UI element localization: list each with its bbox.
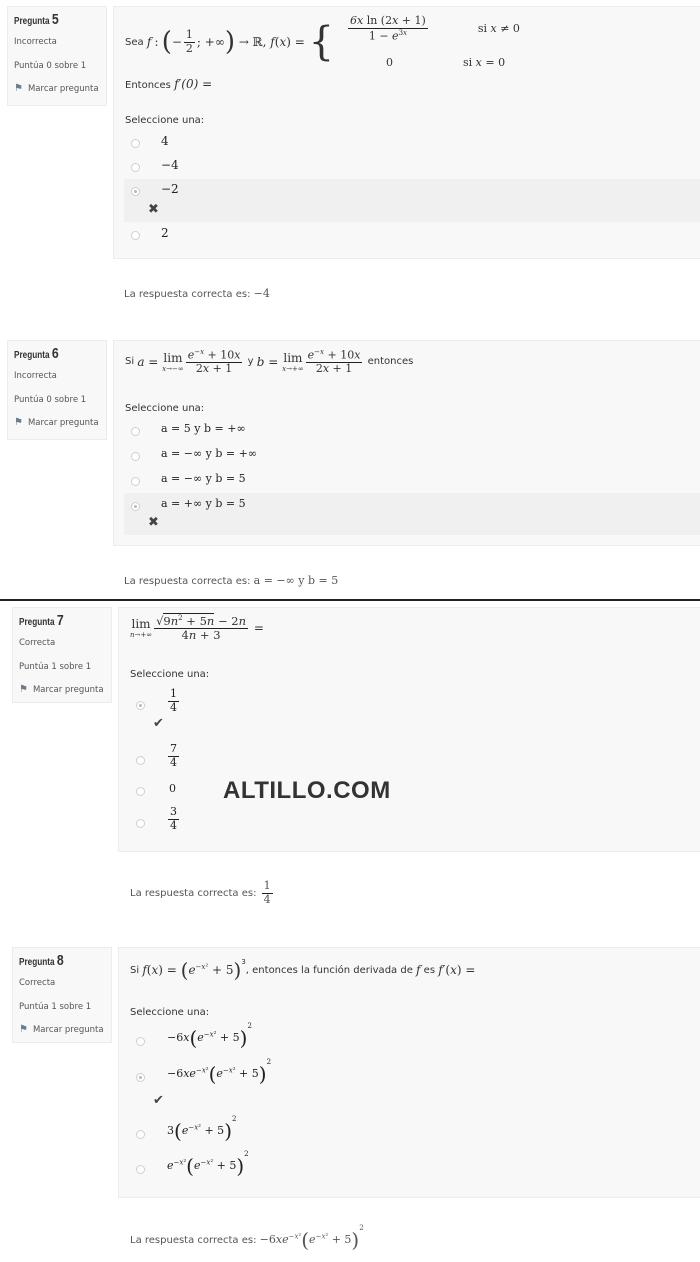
flag-question-button[interactable]: ⚑ Marcar pregunta xyxy=(14,83,99,94)
flag-question-button[interactable]: ⚑ Marcar pregunta xyxy=(19,1024,104,1035)
flag-question-button[interactable]: ⚑ Marcar pregunta xyxy=(19,684,104,695)
question-info-5 xyxy=(7,6,107,106)
answer-option[interactable]: $3(e^{-x^2} + 5)^2$ xyxy=(167,1115,237,1143)
question-status: Correcta xyxy=(19,638,56,648)
piecewise-case-2: 0 xyxy=(386,56,393,69)
question-info-6 xyxy=(7,340,107,440)
watermark-logo: ALTILLO.COM xyxy=(223,777,391,804)
answer-radio[interactable] xyxy=(131,139,140,148)
piecewise-case-2-cond: si x = 0 xyxy=(463,56,506,69)
select-one-label: Seleccione una: xyxy=(130,1007,210,1018)
answer-radio[interactable] xyxy=(131,477,140,486)
correct-icon: ✔ xyxy=(153,716,164,731)
answer-option[interactable]: a = +∞ y b = 5 xyxy=(161,497,246,510)
correct-icon: ✔ xyxy=(153,1093,164,1108)
question-text: lim n→+∞ $\frac{√9n^2 + 5n - 2n}{4n + 3}$ = xyxy=(130,613,264,643)
select-one-label: Seleccione una: xyxy=(125,403,205,414)
question-text: Si f(x) = ( $e^{-x^2} + 5$ ) $^3$ , entonces la función derivada de f es f′(x) = xyxy=(130,958,476,982)
answer-radio[interactable] xyxy=(136,819,145,828)
question-text: Sea f : ( − $\frac{1}{2}$ ; +∞ ) → ℝ, f ( x ) = { xyxy=(125,19,335,65)
question-text: Si a = lim x→−∞ $\frac{e^{-x} + 10x}{2x + 1}$ y b = lim x→+∞ $\frac{e^{-x} + 10x}{2x + 1}$ entonces xyxy=(125,348,414,376)
answer-radio-selected[interactable] xyxy=(131,187,140,196)
answer-option[interactable]: −2 xyxy=(161,182,179,196)
page-divider xyxy=(0,599,700,601)
flag-icon: ⚑ xyxy=(14,417,23,428)
question-content-5 xyxy=(113,6,700,259)
correct-answer-feedback: La respuesta correcta es: −4 xyxy=(124,287,270,300)
answer-option[interactable]: $e^{-x^2}(e^{-x^2} + 5)^2$ xyxy=(167,1150,249,1178)
answer-radio-selected[interactable] xyxy=(131,502,140,511)
question-content-7 xyxy=(118,607,700,852)
question-number: Pregunta 6 xyxy=(14,345,59,362)
question-status: Incorrecta xyxy=(14,371,57,381)
question-grade: Puntúa 1 sobre 1 xyxy=(19,1002,92,1012)
answer-radio-selected[interactable] xyxy=(136,701,145,710)
answer-radio[interactable] xyxy=(131,163,140,172)
question-info-8 xyxy=(12,947,112,1043)
select-one-label: Seleccione una: xyxy=(125,115,205,126)
answer-option[interactable]: a = 5 y b = +∞ xyxy=(161,422,246,435)
question-info-7 xyxy=(12,607,112,703)
answer-option[interactable]: $\frac{7}{4}$ xyxy=(170,742,177,769)
answer-radio-selected[interactable] xyxy=(136,1073,145,1082)
answer-option[interactable]: $\frac{1}{4}$ xyxy=(170,687,177,714)
incorrect-icon: ✖ xyxy=(148,202,159,217)
select-one-label: Seleccione una: xyxy=(130,669,210,680)
answer-option[interactable]: a = −∞ y b = 5 xyxy=(161,472,246,485)
question-number: Pregunta 8 xyxy=(19,952,64,969)
answer-option[interactable]: −4 xyxy=(161,158,179,172)
answer-option[interactable]: $-6x(e^{-x^2} + 5)^2$ xyxy=(167,1022,252,1050)
question-content-6 xyxy=(113,340,700,546)
question-grade: Puntúa 1 sobre 1 xyxy=(19,662,92,672)
answer-radio[interactable] xyxy=(136,787,145,796)
question-prompt: Entonces f′(0) = xyxy=(125,77,213,91)
answer-radio[interactable] xyxy=(136,1165,145,1174)
answer-radio[interactable] xyxy=(131,231,140,240)
answer-option[interactable]: $-6xe^{-x^2}(e^{-x^2} + 5)^2$ xyxy=(167,1058,272,1086)
question-content-8 xyxy=(118,947,700,1198)
question-grade: Puntúa 0 sobre 1 xyxy=(14,61,87,71)
incorrect-icon: ✖ xyxy=(148,515,159,530)
answer-option[interactable]: 4 xyxy=(161,134,169,148)
answer-radio[interactable] xyxy=(131,427,140,436)
answer-radio[interactable] xyxy=(136,756,145,765)
answer-option[interactable]: 0 xyxy=(169,782,176,795)
piecewise-case-1: $\frac{\text{6x ln (2x + 1)}}{1 - e^{3x}}$ si x ≠ 0 xyxy=(350,14,520,43)
answer-radio[interactable] xyxy=(131,452,140,461)
flag-question-button[interactable]: ⚑ Marcar pregunta xyxy=(14,417,99,428)
correct-answer-feedback: La respuesta correcta es: a = −∞ y b = 5 xyxy=(124,574,339,587)
answer-radio[interactable] xyxy=(136,1130,145,1139)
question-number: Pregunta 5 xyxy=(14,11,59,28)
question-grade: Puntúa 0 sobre 1 xyxy=(14,395,87,405)
flag-icon: ⚑ xyxy=(19,1024,28,1035)
question-number: Pregunta 7 xyxy=(19,612,64,629)
correct-answer-feedback: La respuesta correcta es: $-6xe^{-x^2}(e^{-x^2} + 5)^2$ xyxy=(130,1224,364,1252)
correct-answer-feedback: La respuesta correcta es: $\frac{1}{4}$ xyxy=(130,879,271,906)
question-status: Correcta xyxy=(19,978,56,988)
answer-radio[interactable] xyxy=(136,1037,145,1046)
answer-option[interactable]: 2 xyxy=(161,226,169,240)
question-status: Incorrecta xyxy=(14,37,57,47)
flag-icon: ⚑ xyxy=(19,684,28,695)
flag-icon: ⚑ xyxy=(14,83,23,94)
answer-option[interactable]: $\frac{3}{4}$ xyxy=(170,805,177,832)
answer-option[interactable]: a = −∞ y b = +∞ xyxy=(161,447,257,460)
selected-answer-row xyxy=(124,179,700,222)
